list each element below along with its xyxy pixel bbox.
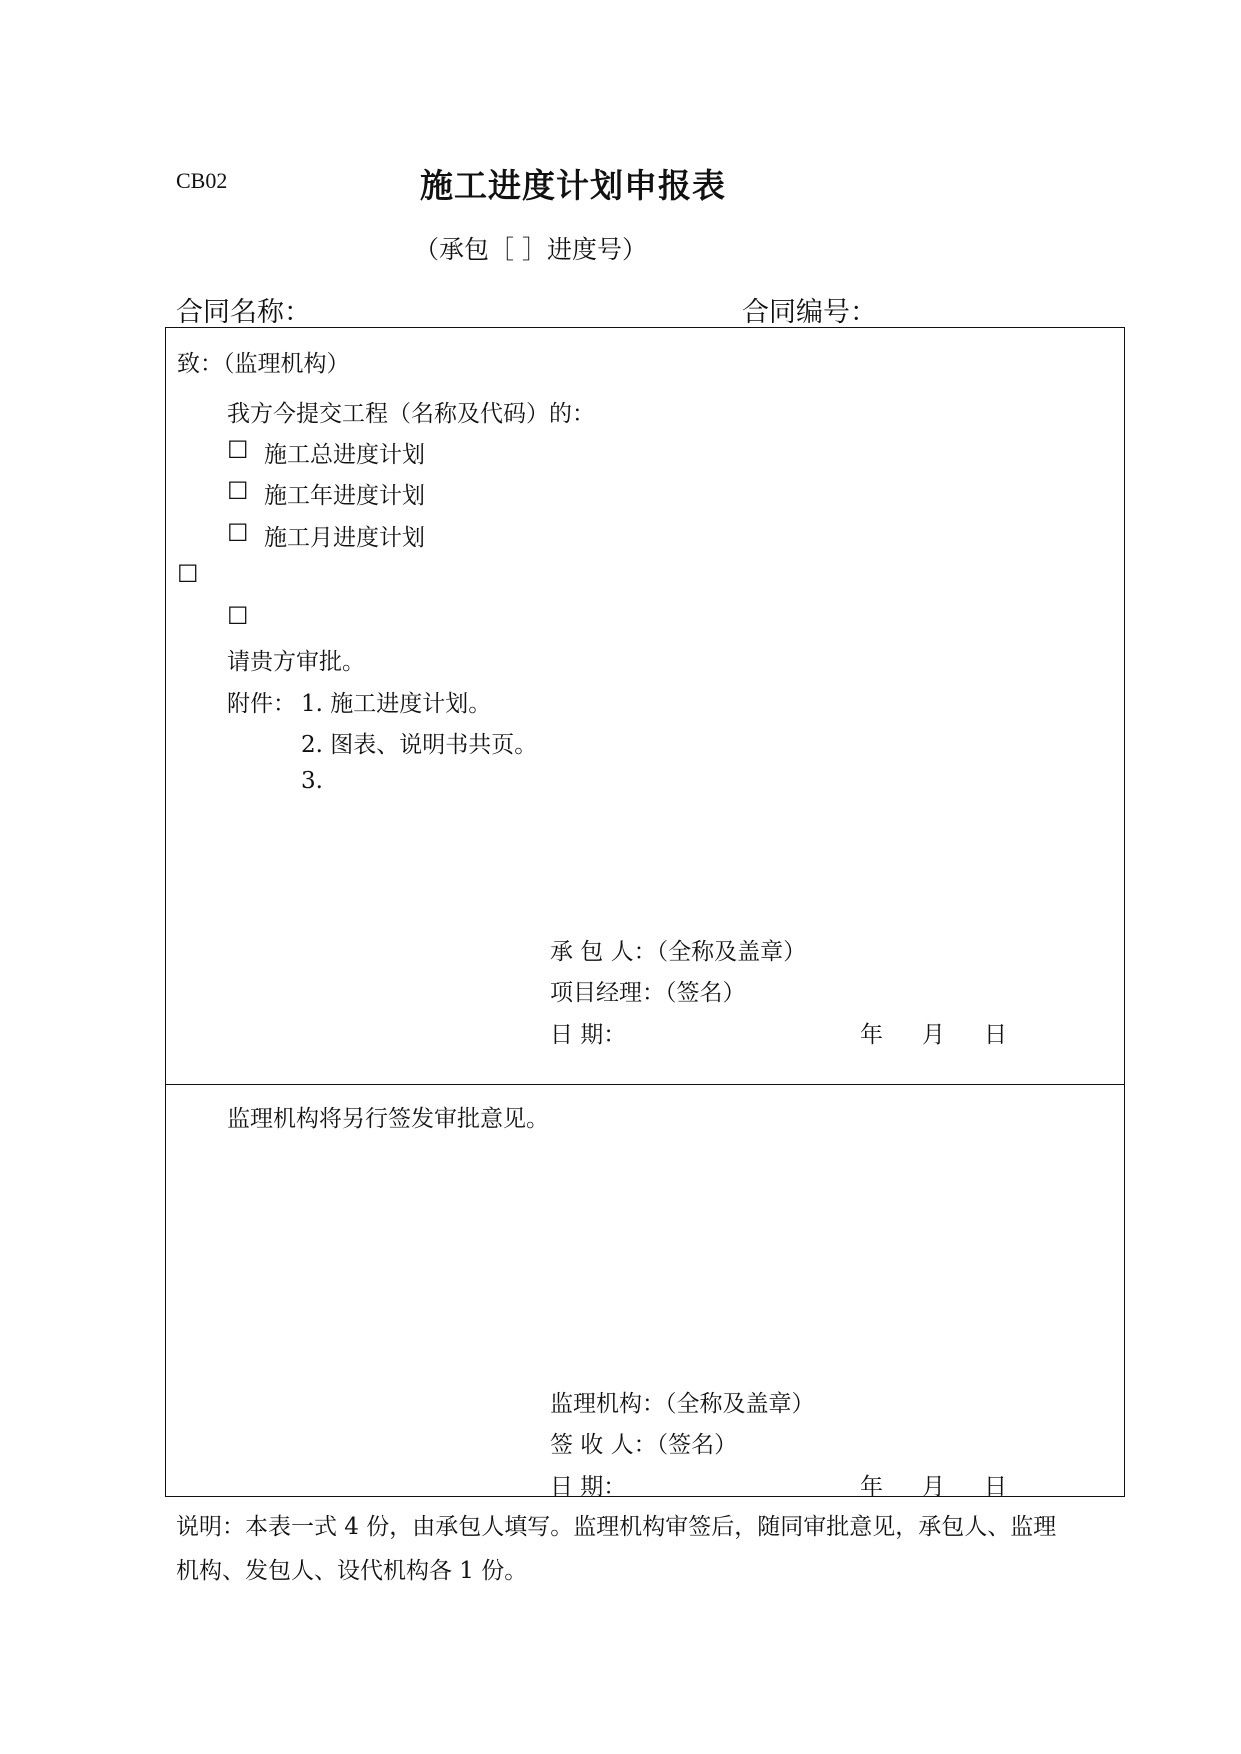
- form-code: CB02: [176, 168, 228, 193]
- footnote-line-1: 说明：本表一式 4 份，由承包人填写。监理机构审签后，随同审批意见，承包人、监理: [176, 1514, 1057, 1540]
- schedule-number-line: （承包［ ］进度号）: [414, 235, 647, 264]
- attachment-1: 1. 施工进度计划。: [301, 691, 492, 717]
- submission-intro: 我方今提交工程（名称及代码）的：: [227, 401, 595, 427]
- attachment-2: 2. 图表、说明书共页。: [301, 732, 538, 758]
- contract-name-label: 合同名称：: [176, 297, 311, 328]
- addressee: 致：（监理机构）: [177, 351, 350, 377]
- receiver-label: 签 收 人：（签名）: [550, 1432, 738, 1458]
- date-month-2: 月: [922, 1474, 945, 1500]
- checkbox-extra-1[interactable]: ☐: [177, 560, 199, 588]
- project-manager-label: 项目经理：（签名）: [550, 980, 746, 1006]
- date-day-2: 日: [984, 1474, 1007, 1500]
- contractor-signature-label: 承 包 人：（全称及盖章）: [550, 939, 807, 965]
- option-annual-schedule: 施工年进度计划: [264, 483, 425, 509]
- checkbox-monthly-schedule[interactable]: ☐: [227, 519, 249, 547]
- option-monthly-schedule: 施工月进度计划: [264, 525, 425, 551]
- date-month: 月: [922, 1022, 945, 1048]
- section-divider: [166, 1084, 1124, 1085]
- agency-signature-label: 监理机构：（全称及盖章）: [550, 1391, 815, 1417]
- contract-number-label: 合同编号：: [742, 297, 877, 328]
- checkbox-annual-schedule[interactable]: ☐: [227, 477, 249, 505]
- date-label: 日 期：: [550, 1022, 627, 1048]
- footnote-line-2: 机构、发包人、设代机构各 1 份。: [176, 1558, 528, 1584]
- attachments-label: 附件：: [227, 691, 296, 717]
- supervision-statement: 监理机构将另行签发审批意见。: [227, 1106, 549, 1132]
- date-year: 年: [860, 1022, 883, 1048]
- date-day: 日: [984, 1022, 1007, 1048]
- date-label-2: 日 期：: [550, 1474, 627, 1500]
- date-year-2: 年: [860, 1474, 883, 1500]
- option-total-schedule: 施工总进度计划: [264, 442, 425, 468]
- form-table: [165, 327, 1125, 1500]
- checkbox-extra-2[interactable]: ☐: [227, 602, 249, 630]
- checkbox-total-schedule[interactable]: ☐: [227, 436, 249, 464]
- page-title: 施工进度计划申报表: [420, 166, 726, 205]
- attachment-3: 3.: [301, 768, 323, 794]
- approval-request: 请贵方审批。: [227, 649, 365, 675]
